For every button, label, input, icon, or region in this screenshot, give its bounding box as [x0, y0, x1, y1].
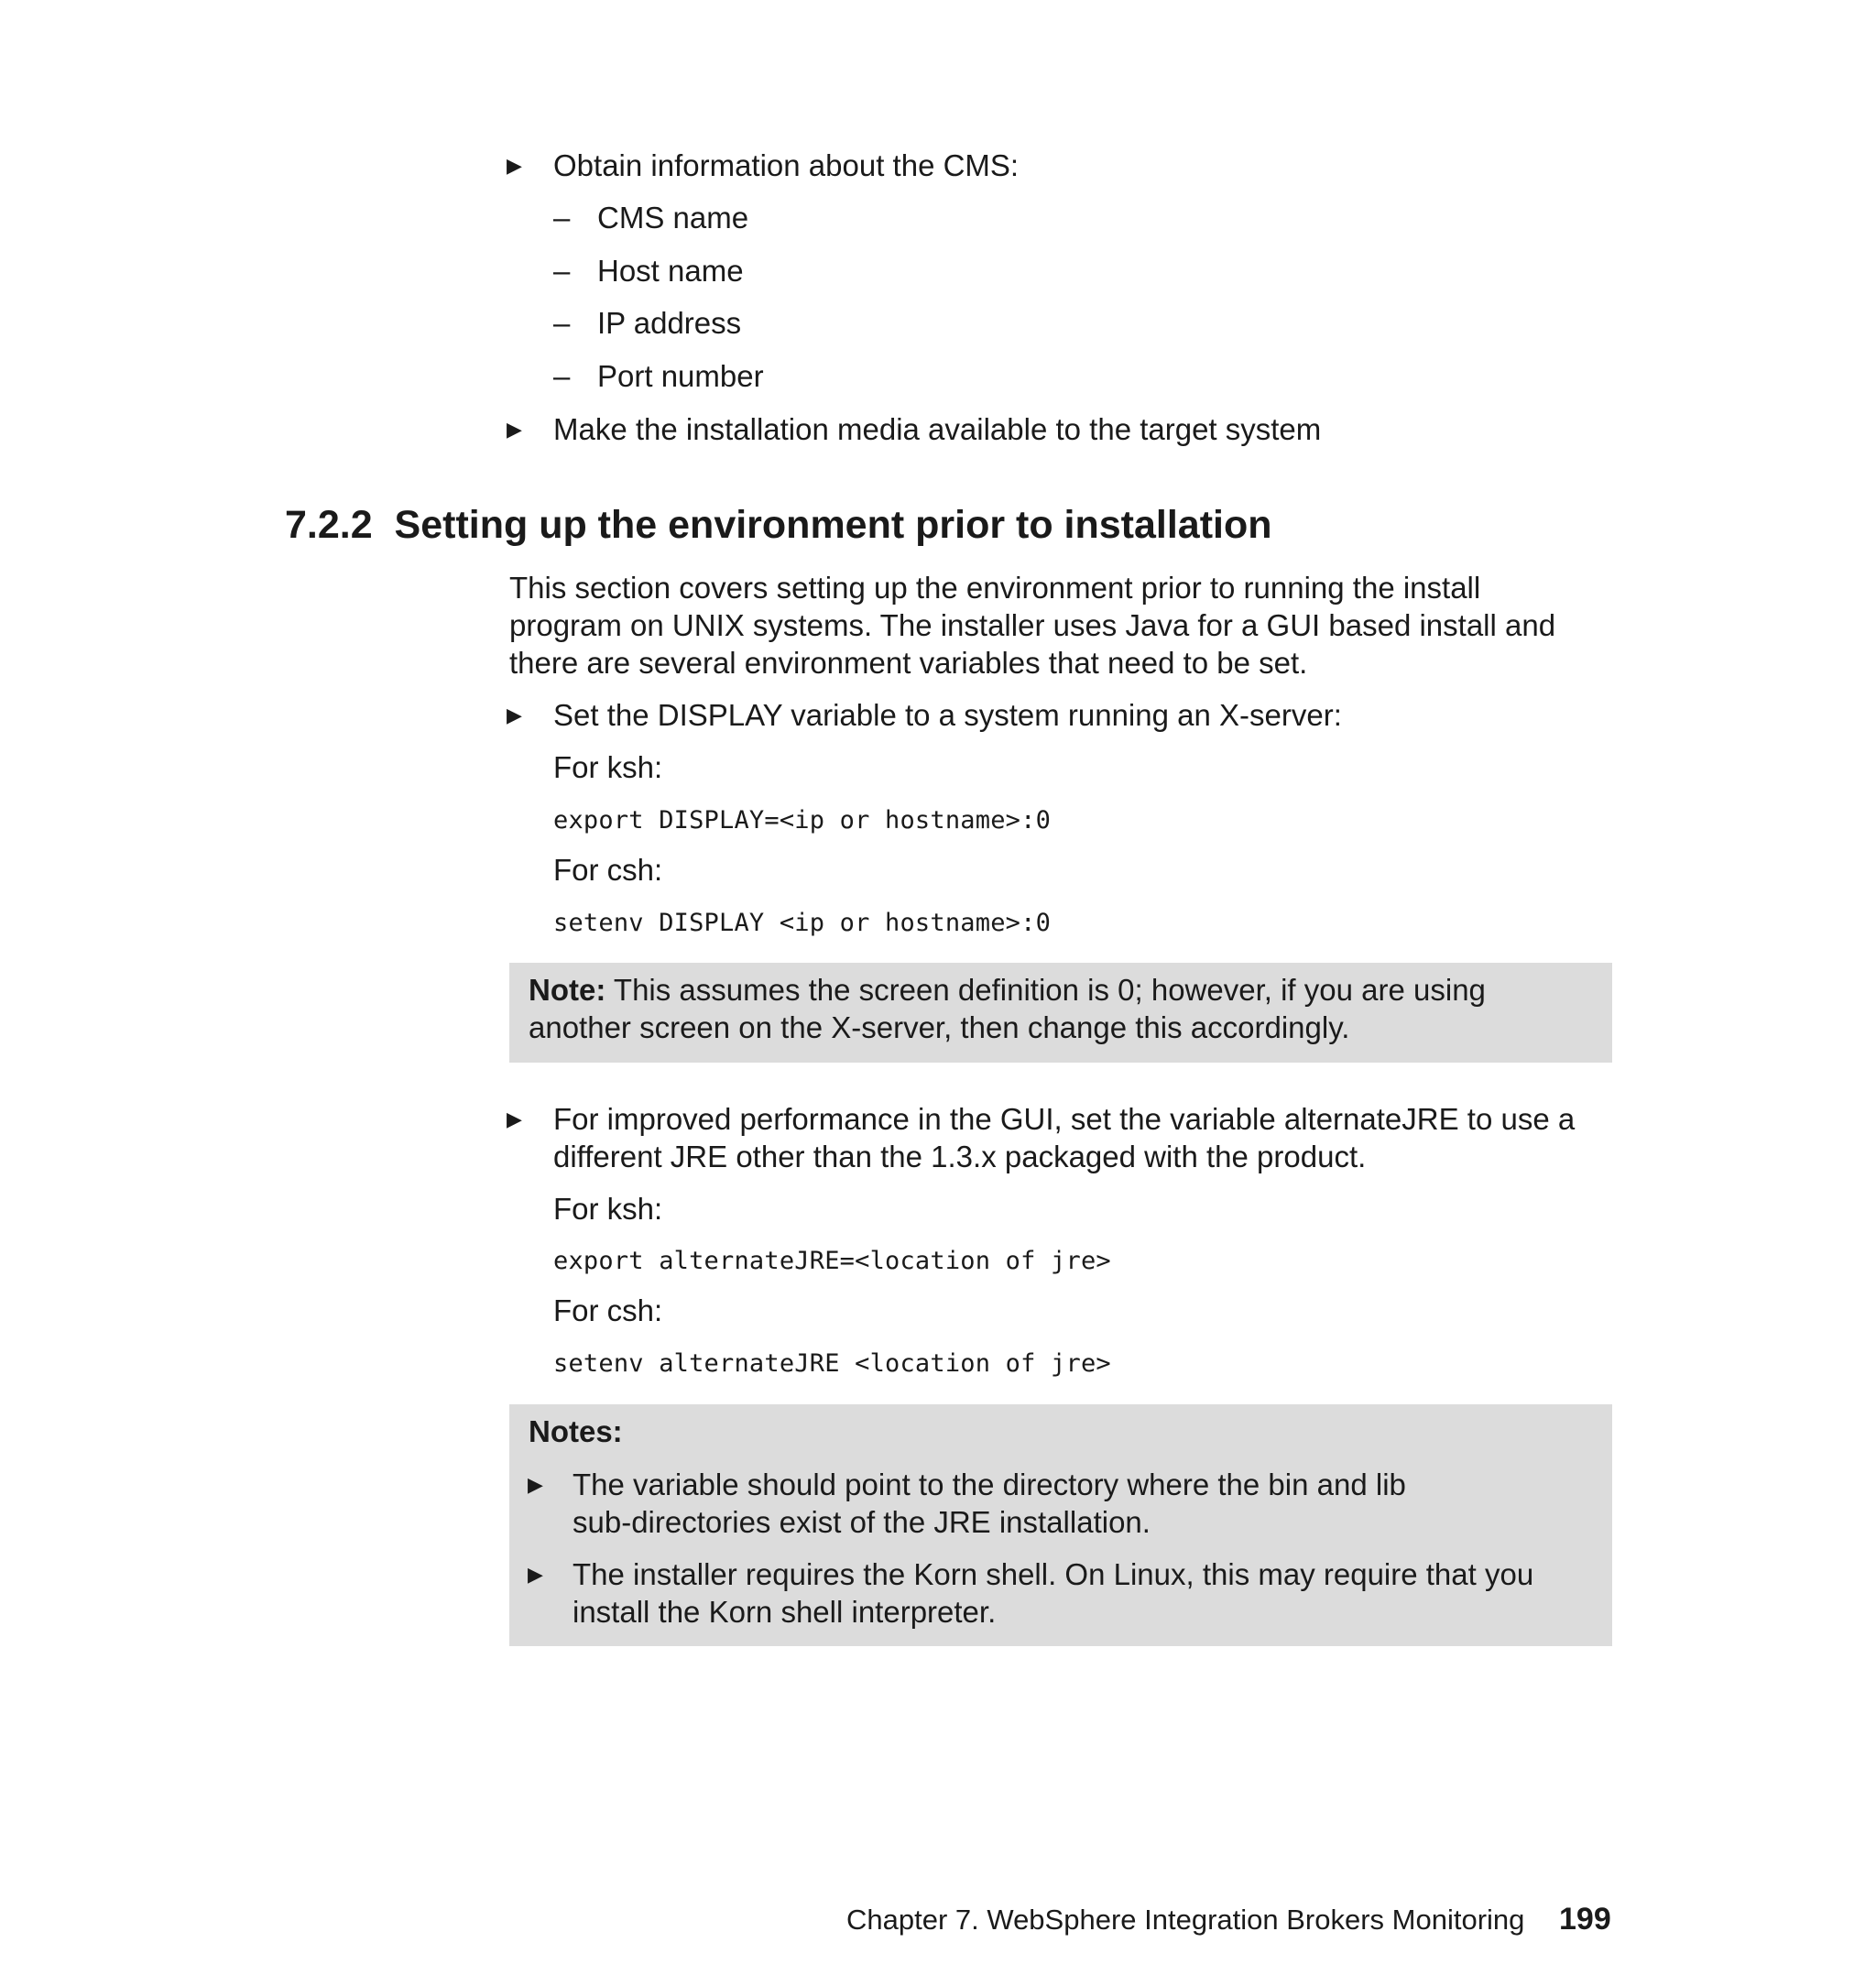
list-item: Set the DISPLAY variable to a system running an X-server: [553, 698, 1342, 732]
code-line: setenv DISPLAY <ip or hostname>:0 [553, 909, 1052, 937]
notes-label: Notes: [529, 1414, 623, 1448]
bullet-triangle-icon: ▶ [507, 704, 522, 726]
paragraph-line: there are several environment variables that need to be set. [509, 646, 1308, 680]
paragraph-line: program on UNIX systems. The installer uses Java for a GUI based install and [509, 608, 1556, 642]
shell-label: For ksh: [553, 750, 663, 784]
notes-box [509, 1404, 1612, 1646]
note-label: Note: [529, 973, 606, 1007]
dash-marker: – [553, 254, 571, 288]
footer-chapter: Chapter 7. WebSphere Integration Brokers Monitoring [846, 1904, 1525, 1936]
notes-item [573, 1555, 1533, 1631]
list-item-line: different JRE other than the 1.3.x packaged with the product. [553, 1140, 1367, 1173]
dash-marker: – [553, 359, 571, 393]
dash-marker: – [553, 201, 571, 235]
sub-list-item: IP address [597, 306, 742, 340]
intro-paragraph [509, 569, 1555, 682]
notes-item-line: The variable should point to the directory where the bin and lib [573, 1468, 1406, 1501]
list-item-line: For improved performance in the GUI, set the variable alternateJRE to use a [553, 1102, 1576, 1136]
notes-item-line: install the Korn shell interpreter. [573, 1595, 997, 1629]
bullet-triangle-icon: ▶ [528, 1473, 543, 1496]
sub-list-item: Host name [597, 254, 744, 288]
code-line: setenv alternateJRE <location of jre> [553, 1349, 1111, 1378]
bullet-triangle-icon: ▶ [507, 154, 522, 177]
notes-item-line: The installer requires the Korn shell. On Linux, this may require that you [573, 1557, 1534, 1591]
list-item: Make the installation media available to the target system [553, 412, 1322, 446]
section-heading [285, 502, 1272, 548]
shell-label: For csh: [553, 853, 663, 887]
code-line: export alternateJRE=<location of jre> [553, 1247, 1111, 1275]
code-line: export DISPLAY=<ip or hostname>:0 [553, 806, 1052, 835]
notes-item [573, 1466, 1406, 1541]
bullet-triangle-icon: ▶ [528, 1563, 543, 1586]
notes-item-line: sub-directories exist of the JRE installation. [573, 1505, 1151, 1539]
shell-label: For ksh: [553, 1192, 663, 1226]
section-number: 7.2.2 [285, 503, 373, 547]
sub-list-item: CMS name [597, 201, 749, 235]
section-title: Setting up the environment prior to installation [394, 503, 1272, 547]
list-item: Obtain information about the CMS: [553, 148, 1020, 182]
list-item [553, 1100, 1575, 1175]
shell-label: For csh: [553, 1293, 663, 1327]
note-line: another screen on the X-server, then change this accordingly. [529, 1010, 1350, 1044]
note-text: This assumes the screen definition is 0; however, if you are using [613, 973, 1486, 1007]
note-line [529, 971, 1486, 1009]
sub-list-item: Port number [597, 359, 764, 393]
paragraph-line: This section covers setting up the environment prior to running the install [509, 571, 1481, 605]
note-box [509, 963, 1612, 1063]
dash-marker: – [553, 306, 571, 340]
bullet-triangle-icon: ▶ [507, 1108, 522, 1130]
page-number: 199 [1559, 1902, 1611, 1937]
bullet-triangle-icon: ▶ [507, 418, 522, 441]
